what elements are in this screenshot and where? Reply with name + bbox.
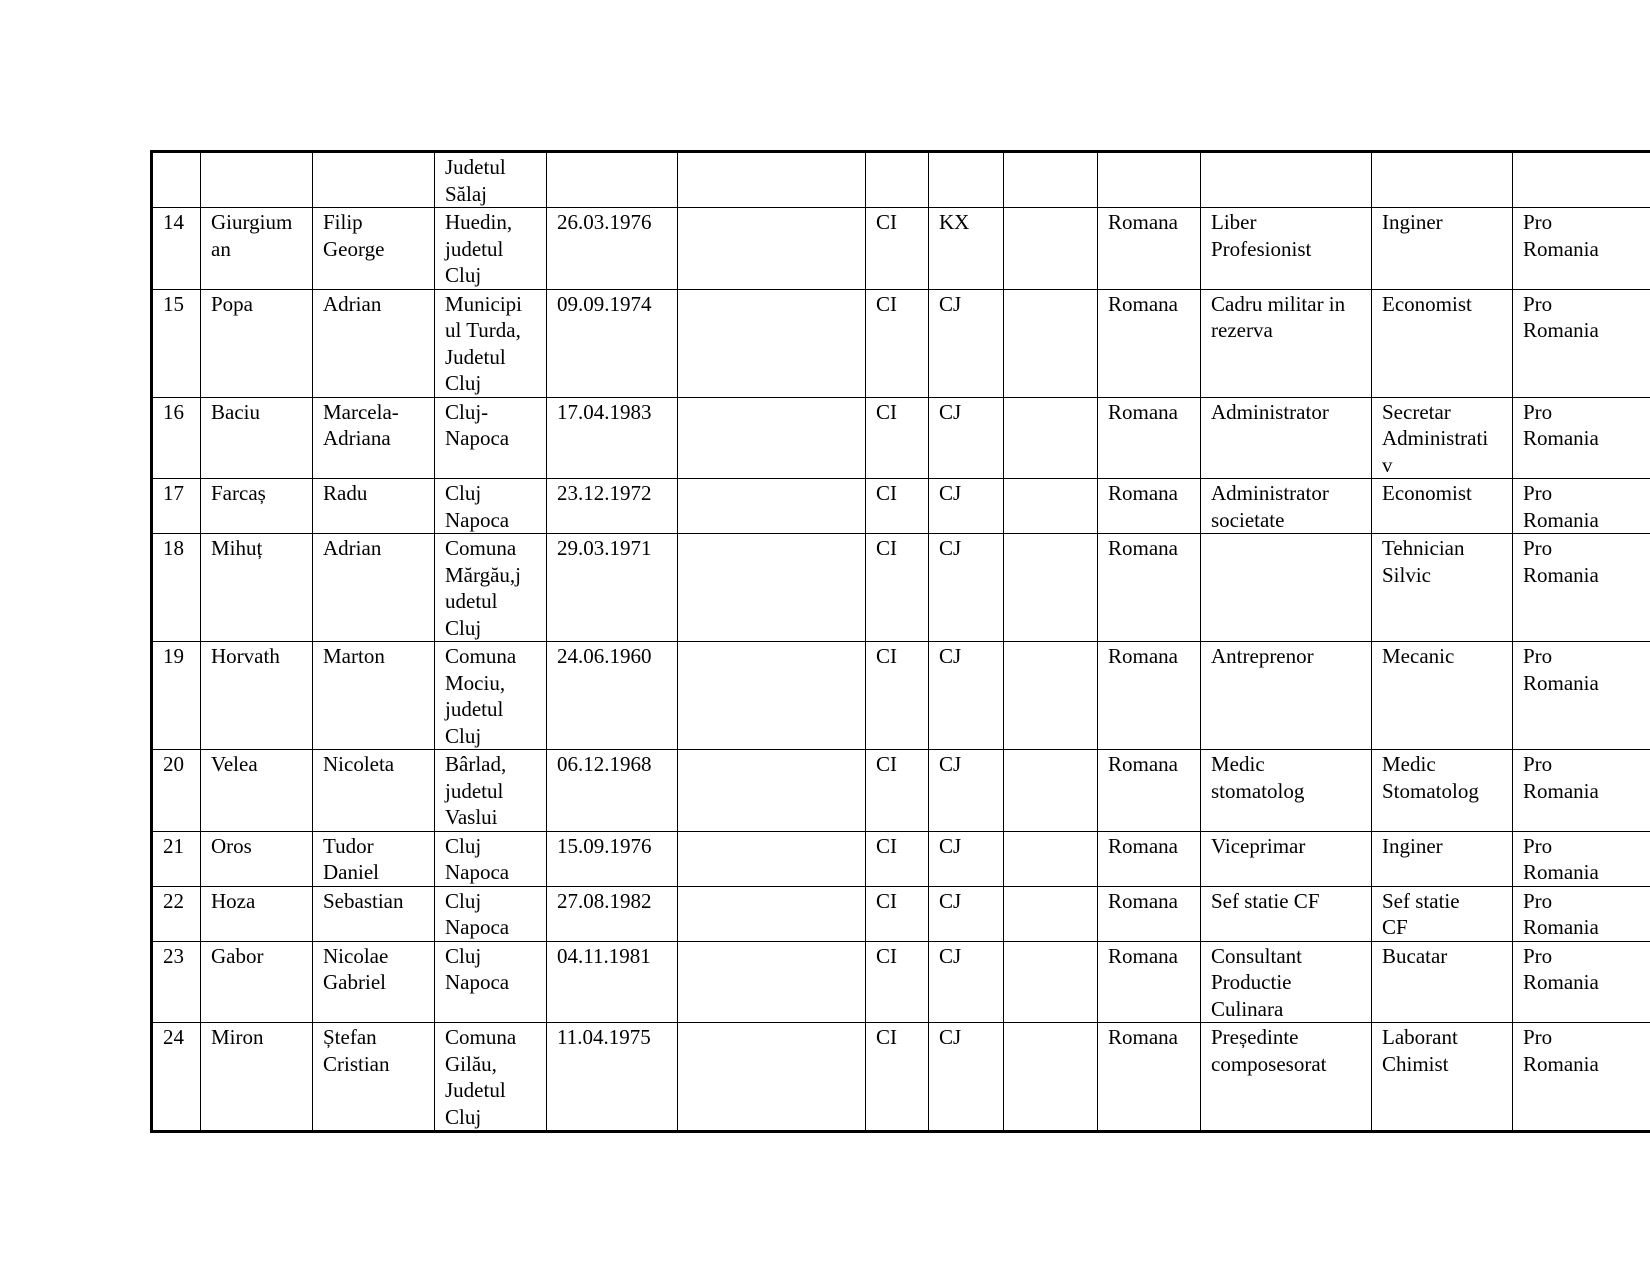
first-name-cell: Radu: [313, 479, 435, 534]
birth-date-cell: 15.09.1976: [547, 831, 678, 886]
table-row: [152, 289, 1650, 397]
party-cell: Pro Romania: [1513, 397, 1650, 479]
occupation-cell: Cadru militar in rezerva: [1201, 289, 1372, 397]
id-number-cell: [1004, 831, 1098, 886]
id-type-cell: CI: [866, 750, 929, 832]
party-cell: Pro Romania: [1513, 831, 1650, 886]
birth-date-cell: 11.04.1975: [547, 1023, 678, 1132]
last-name-cell: Popa: [201, 289, 313, 397]
birthplace-cell: Bârlad, judetul Vaslui: [435, 750, 547, 832]
address-cell: [678, 289, 866, 397]
address-cell: [678, 642, 866, 750]
party-cell: [1513, 152, 1650, 208]
id-type-cell: [866, 152, 929, 208]
profession-cell: Inginer: [1372, 831, 1513, 886]
party-cell: Pro Romania: [1513, 941, 1650, 1023]
profession-cell: Tehnician Silvic: [1372, 534, 1513, 642]
id-series-cell: [929, 152, 1004, 208]
party-cell: Pro Romania: [1513, 642, 1650, 750]
id-number-cell: [1004, 941, 1098, 1023]
citizenship-cell: Romana: [1098, 289, 1201, 397]
id-number-cell: [1004, 750, 1098, 832]
first-name-cell: Marcela- Adriana: [313, 397, 435, 479]
address-cell: [678, 750, 866, 832]
birth-date-cell: 09.09.1974: [547, 289, 678, 397]
profession-cell: Sef statie CF: [1372, 886, 1513, 941]
profession-cell: Economist: [1372, 289, 1513, 397]
occupation-cell: Sef statie CF: [1201, 886, 1372, 941]
birth-date-cell: [547, 152, 678, 208]
id-series-cell: CJ: [929, 886, 1004, 941]
row-number: 24: [152, 1023, 201, 1132]
row-number: 16: [152, 397, 201, 479]
last-name-cell: Oros: [201, 831, 313, 886]
profession-cell: Inginer: [1372, 208, 1513, 290]
profession-cell: Medic Stomatolog: [1372, 750, 1513, 832]
birthplace-cell: Cluj Napoca: [435, 479, 547, 534]
occupation-cell: Liber Profesionist: [1201, 208, 1372, 290]
birthplace-cell: Cluj- Napoca: [435, 397, 547, 479]
id-type-cell: CI: [866, 479, 929, 534]
row-number: 21: [152, 831, 201, 886]
last-name-cell: Horvath: [201, 642, 313, 750]
id-type-cell: CI: [866, 642, 929, 750]
row-number: 15: [152, 289, 201, 397]
birth-date-cell: 29.03.1971: [547, 534, 678, 642]
address-cell: [678, 152, 866, 208]
table-row: [152, 886, 1650, 941]
id-series-cell: CJ: [929, 831, 1004, 886]
last-name-cell: Mihuț: [201, 534, 313, 642]
last-name-cell: Farcaș: [201, 479, 313, 534]
candidate-table: [150, 150, 1650, 1133]
birth-date-cell: 24.06.1960: [547, 642, 678, 750]
citizenship-cell: Romana: [1098, 397, 1201, 479]
last-name-cell: Miron: [201, 1023, 313, 1132]
id-number-cell: [1004, 289, 1098, 397]
id-number-cell: [1004, 534, 1098, 642]
row-number: 20: [152, 750, 201, 832]
address-cell: [678, 208, 866, 290]
id-series-cell: CJ: [929, 534, 1004, 642]
table-row: [152, 750, 1650, 832]
last-name-cell: Gabor: [201, 941, 313, 1023]
row-number: 22: [152, 886, 201, 941]
first-name-cell: Ștefan Cristian: [313, 1023, 435, 1132]
citizenship-cell: Romana: [1098, 750, 1201, 832]
birthplace-cell: Municipi ul Turda, Judetul Cluj: [435, 289, 547, 397]
address-cell: [678, 1023, 866, 1132]
party-cell: Pro Romania: [1513, 1023, 1650, 1132]
birthplace-cell: Judetul Sălaj: [435, 152, 547, 208]
last-name-cell: Baciu: [201, 397, 313, 479]
last-name-cell: Hoza: [201, 886, 313, 941]
row-number: [152, 152, 201, 208]
last-name-cell: Giurgium an: [201, 208, 313, 290]
first-name-cell: Tudor Daniel: [313, 831, 435, 886]
address-cell: [678, 534, 866, 642]
table-row: [152, 208, 1650, 290]
id-series-cell: CJ: [929, 479, 1004, 534]
first-name-cell: [313, 152, 435, 208]
first-name-cell: Sebastian: [313, 886, 435, 941]
table-row: [152, 941, 1650, 1023]
occupation-cell: Administrator societate: [1201, 479, 1372, 534]
id-type-cell: CI: [866, 208, 929, 290]
address-cell: [678, 886, 866, 941]
occupation-cell: [1201, 152, 1372, 208]
table-row: [152, 479, 1650, 534]
citizenship-cell: Romana: [1098, 534, 1201, 642]
occupation-cell: [1201, 534, 1372, 642]
birthplace-cell: Comuna Mărgău,j udetul Cluj: [435, 534, 547, 642]
first-name-cell: Adrian: [313, 289, 435, 397]
table-body: [152, 152, 1650, 1132]
party-cell: Pro Romania: [1513, 750, 1650, 832]
first-name-cell: Adrian: [313, 534, 435, 642]
id-type-cell: CI: [866, 886, 929, 941]
first-name-cell: Nicolae Gabriel: [313, 941, 435, 1023]
profession-cell: [1372, 152, 1513, 208]
party-cell: Pro Romania: [1513, 289, 1650, 397]
id-series-cell: KX: [929, 208, 1004, 290]
citizenship-cell: Romana: [1098, 886, 1201, 941]
birthplace-cell: Cluj Napoca: [435, 886, 547, 941]
id-series-cell: CJ: [929, 750, 1004, 832]
profession-cell: Secretar Administrati v: [1372, 397, 1513, 479]
last-name-cell: [201, 152, 313, 208]
first-name-cell: Nicoleta: [313, 750, 435, 832]
citizenship-cell: Romana: [1098, 642, 1201, 750]
id-series-cell: CJ: [929, 289, 1004, 397]
id-number-cell: [1004, 152, 1098, 208]
occupation-cell: Medic stomatolog: [1201, 750, 1372, 832]
id-type-cell: CI: [866, 534, 929, 642]
table-row: [152, 831, 1650, 886]
birth-date-cell: 23.12.1972: [547, 479, 678, 534]
id-type-cell: CI: [866, 941, 929, 1023]
id-type-cell: CI: [866, 1023, 929, 1132]
first-name-cell: Filip George: [313, 208, 435, 290]
id-number-cell: [1004, 397, 1098, 479]
citizenship-cell: Romana: [1098, 479, 1201, 534]
occupation-cell: Președinte composesorat: [1201, 1023, 1372, 1132]
occupation-cell: Administrator: [1201, 397, 1372, 479]
birth-date-cell: 04.11.1981: [547, 941, 678, 1023]
id-series-cell: CJ: [929, 1023, 1004, 1132]
id-number-cell: [1004, 479, 1098, 534]
profession-cell: Laborant Chimist: [1372, 1023, 1513, 1132]
row-number: 19: [152, 642, 201, 750]
table-row: [152, 152, 1650, 208]
citizenship-cell: Romana: [1098, 1023, 1201, 1132]
occupation-cell: Antreprenor: [1201, 642, 1372, 750]
birth-date-cell: 06.12.1968: [547, 750, 678, 832]
party-cell: Pro Romania: [1513, 534, 1650, 642]
id-series-cell: CJ: [929, 397, 1004, 479]
table-row: [152, 397, 1650, 479]
party-cell: Pro Romania: [1513, 208, 1650, 290]
id-type-cell: CI: [866, 831, 929, 886]
citizenship-cell: Romana: [1098, 208, 1201, 290]
birthplace-cell: Huedin, judetul Cluj: [435, 208, 547, 290]
id-series-cell: CJ: [929, 941, 1004, 1023]
last-name-cell: Velea: [201, 750, 313, 832]
row-number: 18: [152, 534, 201, 642]
party-cell: Pro Romania: [1513, 479, 1650, 534]
id-number-cell: [1004, 642, 1098, 750]
row-number: 17: [152, 479, 201, 534]
birthplace-cell: Comuna Gilău, Judetul Cluj: [435, 1023, 547, 1132]
birth-date-cell: 17.04.1983: [547, 397, 678, 479]
row-number: 14: [152, 208, 201, 290]
profession-cell: Mecanic: [1372, 642, 1513, 750]
address-cell: [678, 831, 866, 886]
citizenship-cell: Romana: [1098, 831, 1201, 886]
address-cell: [678, 397, 866, 479]
table-row: [152, 1023, 1650, 1132]
birthplace-cell: Cluj Napoca: [435, 941, 547, 1023]
table-row: [152, 642, 1650, 750]
address-cell: [678, 479, 866, 534]
address-cell: [678, 941, 866, 1023]
id-type-cell: CI: [866, 289, 929, 397]
citizenship-cell: [1098, 152, 1201, 208]
citizenship-cell: Romana: [1098, 941, 1201, 1023]
birth-date-cell: 26.03.1976: [547, 208, 678, 290]
first-name-cell: Marton: [313, 642, 435, 750]
id-number-cell: [1004, 886, 1098, 941]
occupation-cell: Consultant Productie Culinara: [1201, 941, 1372, 1023]
birth-date-cell: 27.08.1982: [547, 886, 678, 941]
id-number-cell: [1004, 1023, 1098, 1132]
birthplace-cell: Cluj Napoca: [435, 831, 547, 886]
id-type-cell: CI: [866, 397, 929, 479]
birthplace-cell: Comuna Mociu, judetul Cluj: [435, 642, 547, 750]
profession-cell: Economist: [1372, 479, 1513, 534]
party-cell: Pro Romania: [1513, 886, 1650, 941]
table-row: [152, 534, 1650, 642]
row-number: 23: [152, 941, 201, 1023]
occupation-cell: Viceprimar: [1201, 831, 1372, 886]
id-series-cell: CJ: [929, 642, 1004, 750]
profession-cell: Bucatar: [1372, 941, 1513, 1023]
id-number-cell: [1004, 208, 1098, 290]
